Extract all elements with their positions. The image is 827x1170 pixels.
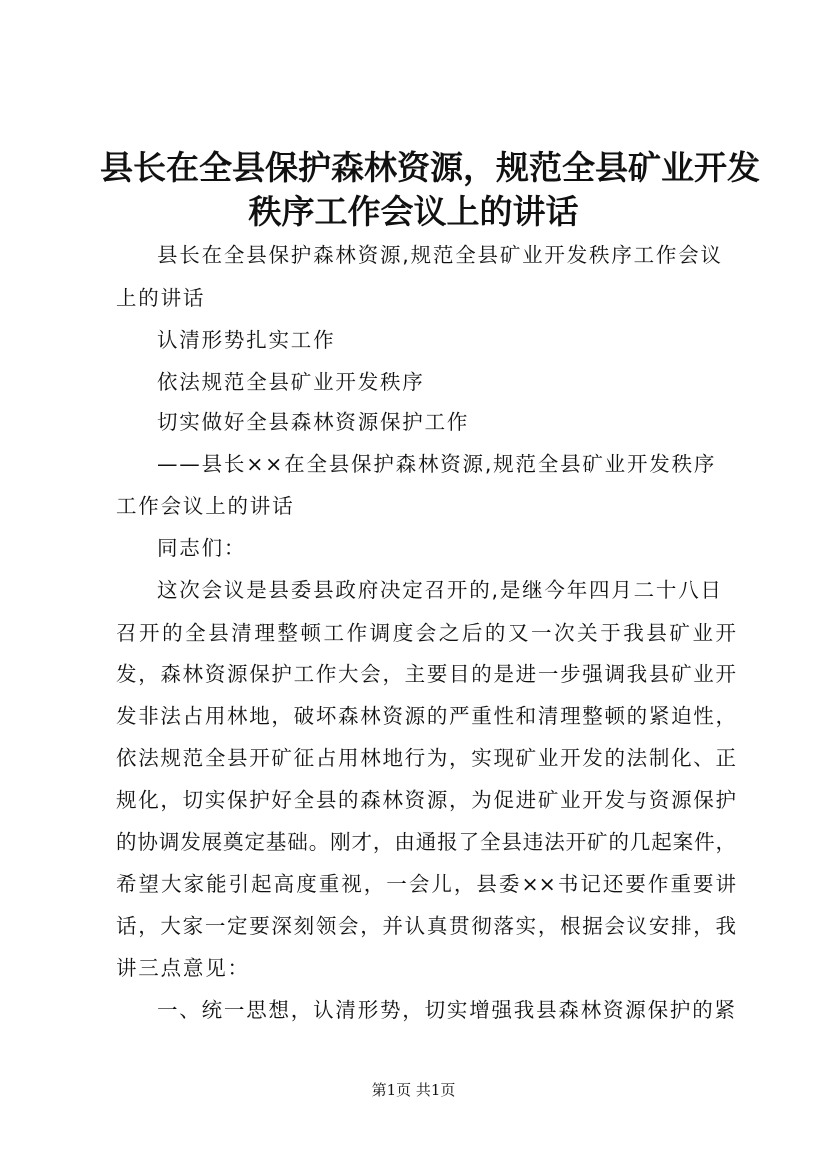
paragraph-line: 话，大家一定要深刻领会，并认真贯彻落实，根据会议安排，我: [116, 914, 736, 938]
document-title-line-2: 秩序工作会议上的讲话: [248, 192, 579, 231]
paragraph-line: 希望大家能引起高度重视，一会儿，县委××书记还要作重要讲: [116, 872, 736, 896]
paragraph-line: 发非法占用林地，破坏森林资源的严重性和清理整顿的紧迫性，: [116, 704, 736, 728]
paragraph-line: 讲三点意见：: [116, 956, 250, 980]
paragraph-line: 依法规范全县矿业开发秩序: [157, 370, 425, 394]
paragraph-line: 依法规范全县开矿征占用林地行为，实现矿业开发的法制化、正: [116, 746, 736, 770]
paragraph-line: 切实做好全县森林资源保护工作: [157, 410, 470, 434]
paragraph-line: 同志们：: [157, 536, 247, 560]
paragraph-line: 规化，切实保护好全县的森林资源，为促进矿业开发与资源保护: [116, 788, 736, 812]
page-number-footer: 第1页 共1页: [371, 1081, 456, 1099]
paragraph-line: 的协调发展奠定基础。刚才，由通报了全县违法开矿的几起案件，: [116, 830, 736, 854]
paragraph-line: 上的讲话: [116, 286, 206, 310]
paragraph-line: ——县长××在全县保护森林资源,规范全县矿业开发秩序: [157, 452, 717, 476]
paragraph-line: 认清形势扎实工作: [157, 328, 336, 352]
paragraph-line: 一、统一思想，认清形势，切实增强我县森林资源保护的紧: [157, 998, 737, 1022]
paragraph-line: 发，森林资源保护工作大会，主要目的是进一步强调我县矿业开: [116, 662, 736, 686]
document-title-line-1: 县长在全县保护森林资源，规范全县矿业开发: [100, 148, 760, 187]
paragraph-line: 这次会议是县委县政府决定召开的,是继今年四月二十八日: [157, 578, 723, 602]
paragraph-line: 召开的全县清理整顿工作调度会之后的又一次关于我县矿业开: [116, 621, 736, 645]
paragraph-line: 工作会议上的讲话: [116, 494, 295, 518]
paragraph-line: 县长在全县保护森林资源,规范全县矿业开发秩序工作会议: [157, 243, 723, 267]
